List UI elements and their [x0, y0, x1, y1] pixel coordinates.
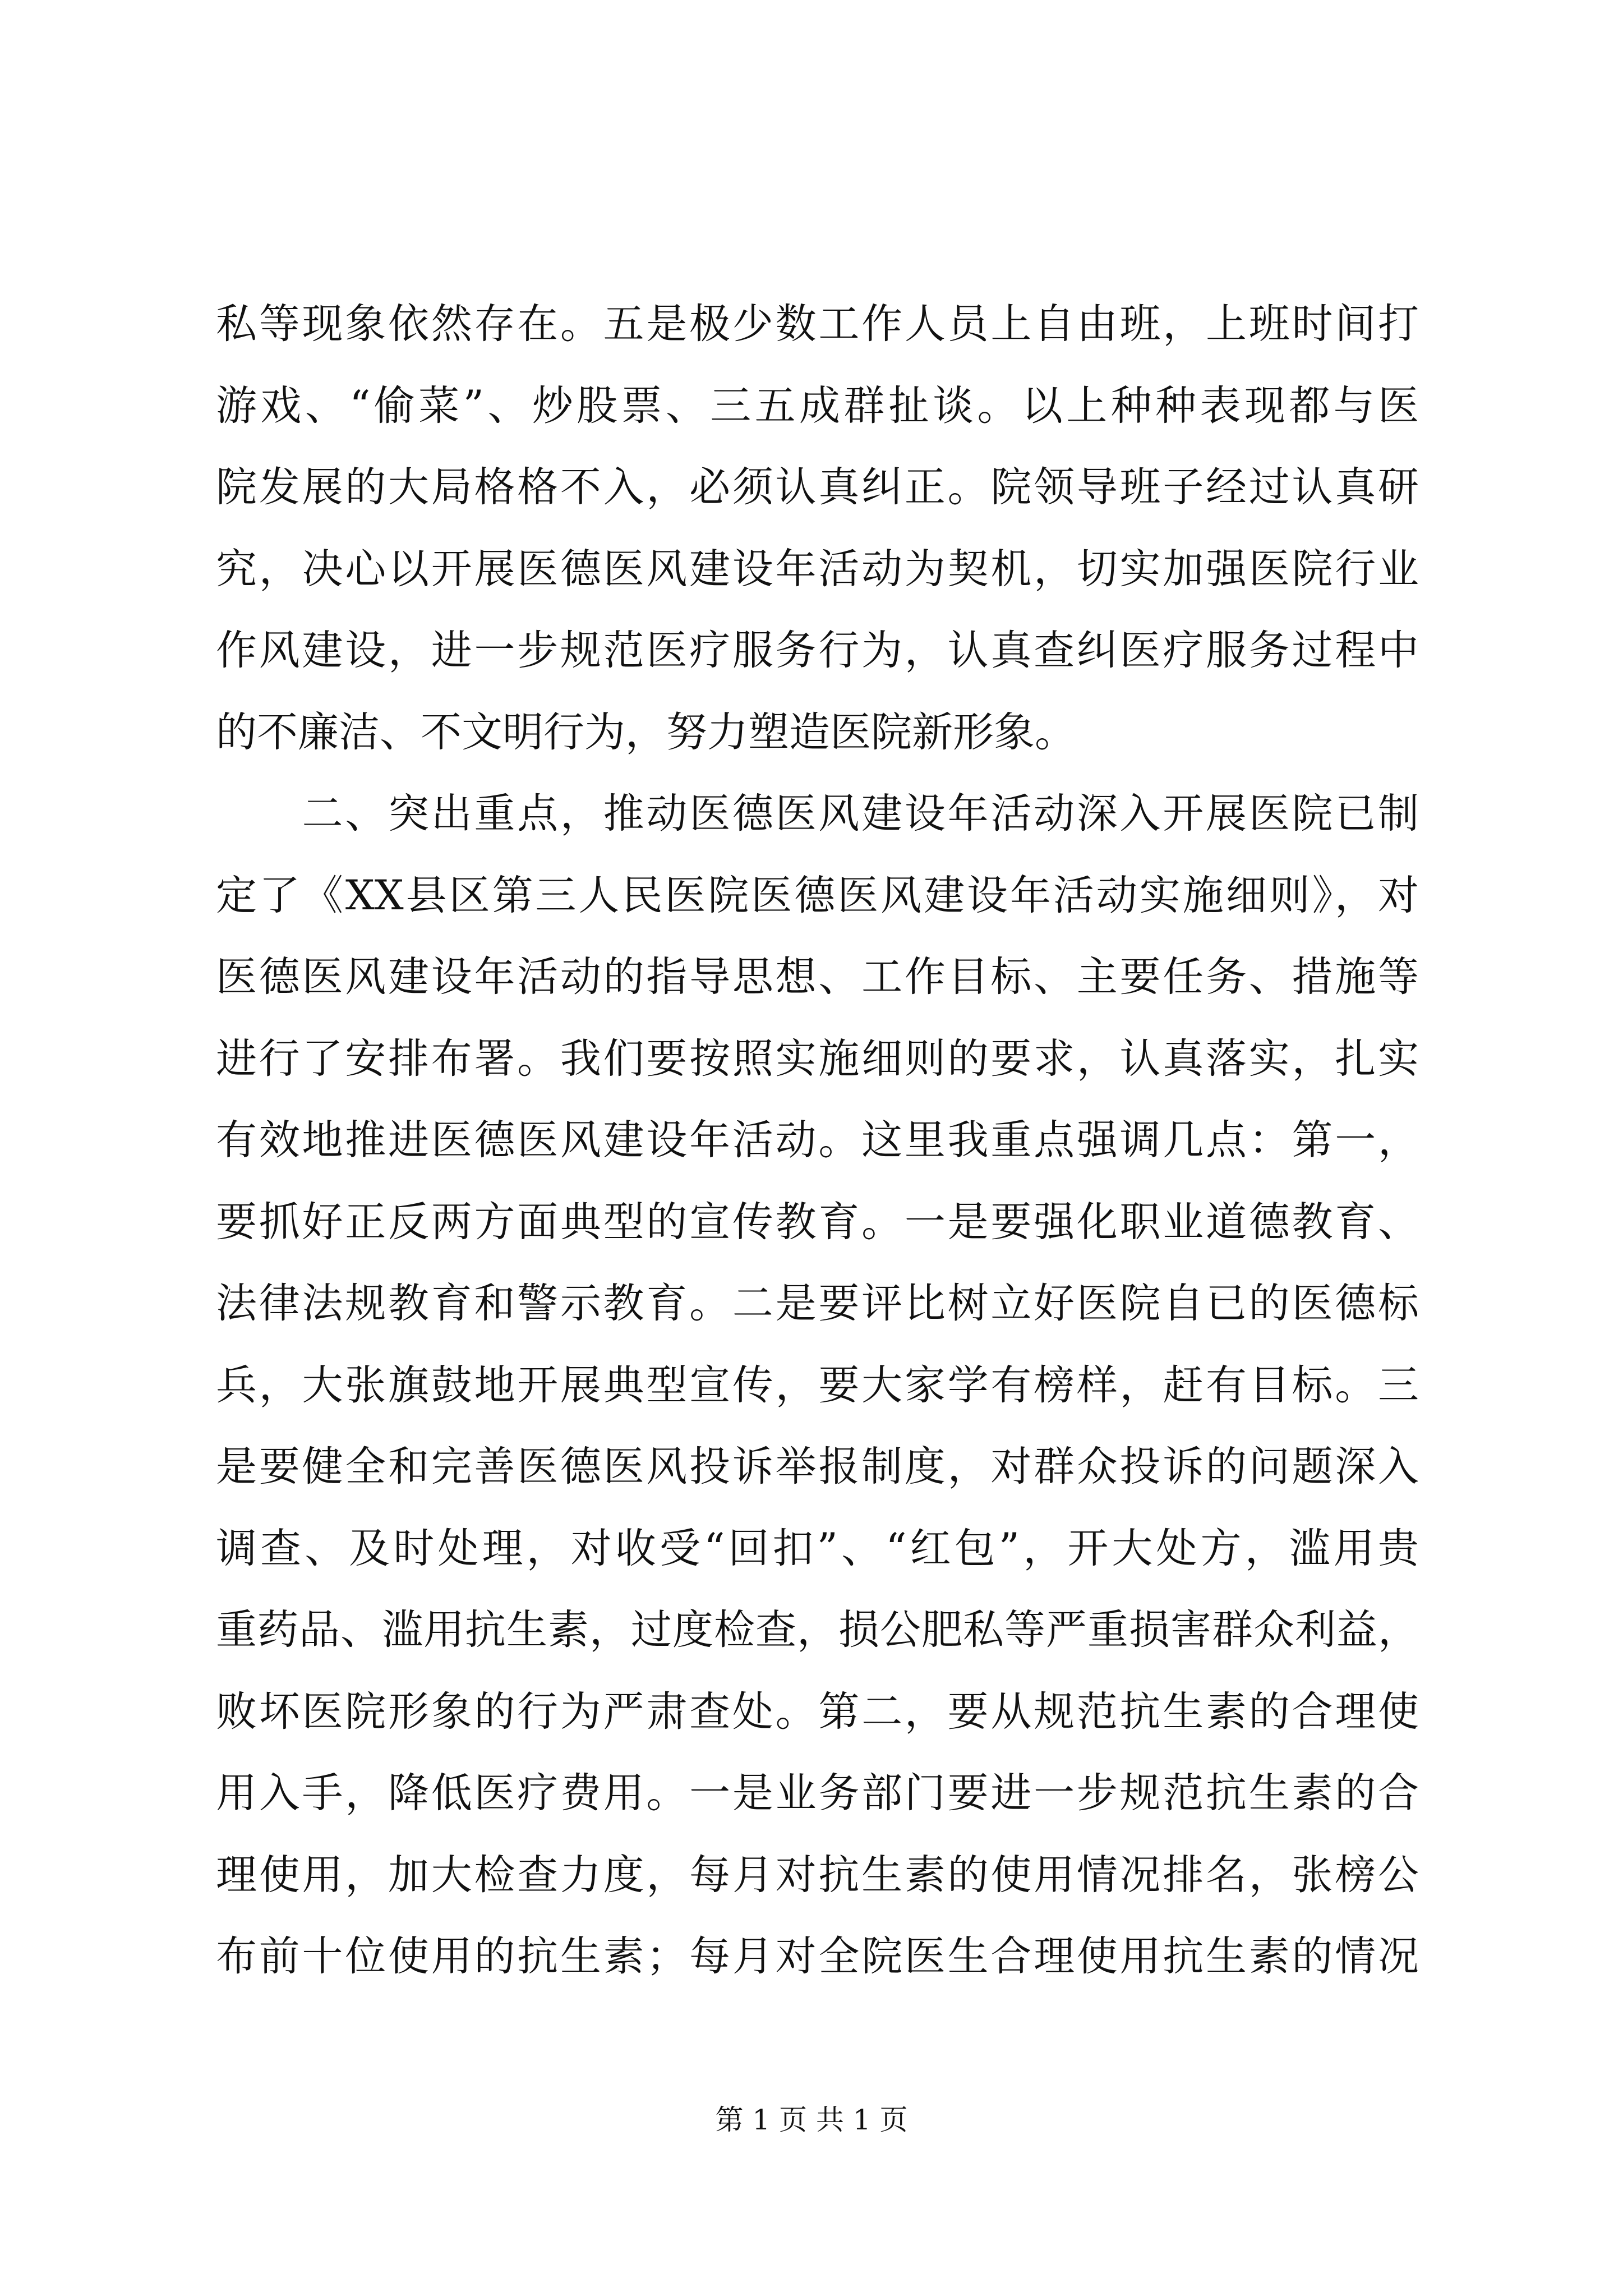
text-line: 游戏、“偷菜”、炒股票、三五成群扯谈。以上种种表现都与医 [216, 381, 1419, 430]
text-line: 布前十位使用的抗生素；每月对全院医生合理使用抗生素的情况 [216, 1932, 1419, 1980]
text-line: 医德医风建设年活动的指导思想、工作目标、主要任务、措施等 [216, 953, 1419, 1001]
text-line: 院发展的大局格格不入，必须认真纠正。院领导班子经过认真研 [216, 463, 1419, 511]
text-line: 有效地推进医德医风建设年活动。这里我重点强调几点：第一， [216, 1116, 1419, 1164]
text-line: 作风建设，进一步规范医疗服务行为，认真查纠医疗服务过程中 [216, 627, 1419, 674]
page-number-footer: 第 1 页 共 1 页 [715, 2104, 908, 2136]
text-line: 定了《XX县区第三人民医院医德医风建设年活动实施细则》，对 [216, 871, 1419, 919]
text-line: 二、突出重点，推动医德医风建设年活动深入开展医院已制 [216, 790, 1419, 838]
text-line: 用入手，降低医疗费用。一是业务部门要进一步规范抗生素的合 [216, 1769, 1419, 1817]
text-line: 要抓好正反两方面典型的宣传教育。一是要强化职业道德教育、 [216, 1198, 1419, 1246]
text-line: 重药品、滥用抗生素，过度检查，损公肥私等严重损害群众利益， [216, 1606, 1419, 1654]
text-line: 究，决心以开展医德医风建设年活动为契机，切实加强医院行业 [216, 545, 1419, 593]
text-line: 理使用，加大检查力度，每月对抗生素的使用情况排名，张榜公 [216, 1851, 1419, 1899]
text-line: 败坏医院形象的行为严肃查处。第二，要从规范抗生素的合理使 [216, 1687, 1419, 1736]
text-line: 法律法规教育和警示教育。二是要评比树立好医院自已的医德标 [216, 1280, 1419, 1327]
text-line: 是要健全和完善医德医风投诉举报制度，对群众投诉的问题深入 [216, 1443, 1419, 1490]
text-line: 的不廉洁、不文明行为，努力塑造医院新形象。 [216, 708, 1076, 756]
text-line: 调查、及时处理，对收受“回扣”、“红包”，开大处方，滥用贵 [216, 1524, 1419, 1572]
text-line: 进行了安排布署。我们要按照实施细则的要求，认真落实，扎实 [216, 1034, 1419, 1083]
text-line: 私等现象依然存在。五是极少数工作人员上自由班，上班时间打 [216, 300, 1419, 348]
body-text [216, 283, 1419, 1998]
text-line: 兵，大张旗鼓地开展典型宣传，要大家学有榜样，赶有目标。三 [216, 1361, 1419, 1409]
